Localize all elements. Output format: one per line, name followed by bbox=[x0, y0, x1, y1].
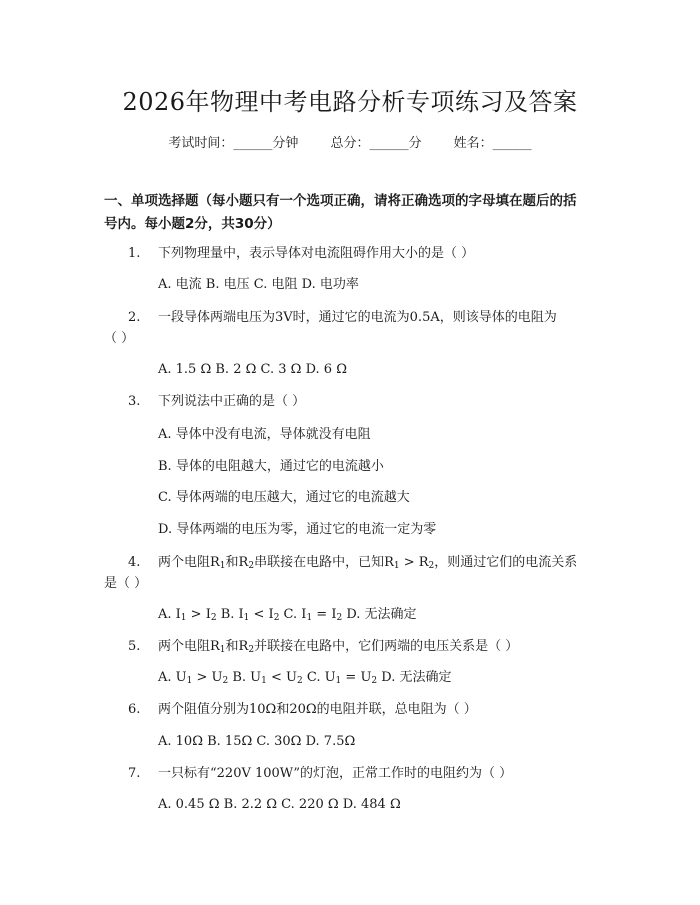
option-text: C. U bbox=[302, 670, 336, 685]
option-text: B. I bbox=[216, 607, 244, 622]
question-number: 7. bbox=[128, 766, 141, 781]
question-1 bbox=[128, 242, 474, 265]
subscript: 1 bbox=[261, 676, 267, 686]
question-2 bbox=[128, 306, 557, 329]
question-2-options: A. 1.5 Ω B. 2 Ω C. 3 Ω D. 6 Ω bbox=[158, 362, 347, 377]
question-4-options bbox=[158, 603, 417, 630]
question-text: 一只标有“220V 100W”的灯泡，正常工作时的电阻约为（ ） bbox=[158, 766, 513, 781]
section-heading-line1: 一、单项选择题（每小题只有一个选项正确，请将正确选项的字母填在题后的括 bbox=[104, 193, 577, 209]
subscript: 2 bbox=[428, 561, 435, 571]
exam-score: 总分：______分 bbox=[330, 136, 422, 151]
option-text: D. 无法确定 bbox=[377, 670, 452, 685]
question-number: 2. bbox=[128, 310, 141, 325]
subscript: 2 bbox=[210, 613, 217, 623]
subscript: 2 bbox=[248, 645, 255, 655]
question-3 bbox=[128, 390, 305, 413]
question-7-options: A. 0.45 Ω B. 2.2 Ω C. 220 Ω D. 484 Ω bbox=[158, 797, 401, 812]
question-text: ，则通过它们的电流关系 bbox=[434, 555, 578, 570]
subscript: 1 bbox=[306, 613, 313, 623]
option-text: B. U bbox=[228, 670, 262, 685]
exam-meta bbox=[0, 132, 700, 151]
exam-time: 考试时间：______分钟 bbox=[168, 136, 299, 151]
option-text: A. U bbox=[158, 670, 187, 685]
question-text: > R bbox=[399, 555, 429, 570]
question-text: 一段导体两端电压为3V时，通过它的电流为0.5A，则该导体的电阻为 bbox=[158, 310, 557, 325]
question-2-continuation: （ ） bbox=[104, 331, 135, 346]
option-text: D. 无法确定 bbox=[342, 607, 417, 622]
question-6-options: A. 10Ω B. 15Ω C. 30Ω D. 7.5Ω bbox=[158, 734, 356, 749]
page-title: 2026年物理中考电路分析专项练习及答案 bbox=[122, 88, 578, 116]
subscript: 2 bbox=[273, 613, 280, 623]
question-5-options bbox=[158, 666, 452, 693]
question-number: 3. bbox=[128, 394, 141, 409]
subscript: 2 bbox=[222, 676, 229, 686]
question-4-continuation: 是（ ） bbox=[104, 576, 148, 591]
question-number: 6. bbox=[128, 702, 141, 717]
subscript: 1 bbox=[219, 561, 226, 571]
question-3-option-a: A. 导体中没有电流，导体就没有电阻 bbox=[158, 427, 371, 442]
question-5 bbox=[128, 635, 518, 662]
question-3-option-b: B. 导体的电阻越大，通过它的电流越小 bbox=[158, 459, 384, 474]
option-text: C. I bbox=[279, 607, 307, 622]
subscript: 2 bbox=[371, 676, 378, 686]
subscript: 2 bbox=[296, 676, 303, 686]
question-text: 串联接在电路中，已知R bbox=[254, 555, 394, 570]
subscript: 1 bbox=[393, 561, 400, 571]
option-text: A. I bbox=[158, 607, 181, 622]
question-1-options: A. 电流 B. 电压 C. 电阻 D. 电功率 bbox=[158, 277, 359, 292]
question-number: 1. bbox=[128, 246, 141, 261]
question-text: 和R bbox=[225, 639, 249, 654]
subscript: 1 bbox=[186, 676, 193, 686]
question-text: 两个电阻R bbox=[158, 555, 220, 570]
question-7 bbox=[128, 762, 512, 785]
question-number: 4. bbox=[128, 555, 141, 570]
question-text: 并联接在电路中，它们两端的电压关系是（ ） bbox=[254, 639, 519, 654]
question-text: 两个阻值分别为10Ω和20Ω的电阻并联，总电阻为（ ） bbox=[158, 702, 477, 717]
question-6 bbox=[128, 698, 477, 721]
question-text: 和R bbox=[225, 555, 249, 570]
option-text: > U bbox=[192, 670, 223, 685]
subscript: 1 bbox=[180, 613, 187, 623]
question-text: 下列物理量中，表示导体对电流阻碍作用大小的是（ ） bbox=[158, 246, 475, 261]
option-text: = I bbox=[312, 607, 337, 622]
question-text: 下列说法中正确的是（ ） bbox=[158, 394, 306, 409]
option-text: < U bbox=[266, 670, 297, 685]
option-text: > I bbox=[186, 607, 211, 622]
subscript: 2 bbox=[248, 561, 255, 571]
subscript: 1 bbox=[243, 613, 250, 623]
subscript: 2 bbox=[336, 613, 343, 623]
section-heading-line2: 号内。每小题2分，共30分） bbox=[104, 216, 281, 232]
question-4 bbox=[128, 551, 577, 578]
subscript: 1 bbox=[335, 676, 342, 686]
option-text: < I bbox=[249, 607, 274, 622]
question-text: 两个电阻R bbox=[158, 639, 220, 654]
question-3-option-d: D. 导体两端的电压为零，通过它的电流一定为零 bbox=[158, 522, 437, 537]
subscript: 1 bbox=[219, 645, 226, 655]
question-3-option-c: C. 导体两端的电压越大，通过它的电流越大 bbox=[158, 490, 410, 505]
question-number: 5. bbox=[128, 639, 141, 654]
section-heading bbox=[104, 190, 594, 236]
option-text: = U bbox=[341, 670, 372, 685]
student-name: 姓名：______ bbox=[453, 136, 532, 151]
